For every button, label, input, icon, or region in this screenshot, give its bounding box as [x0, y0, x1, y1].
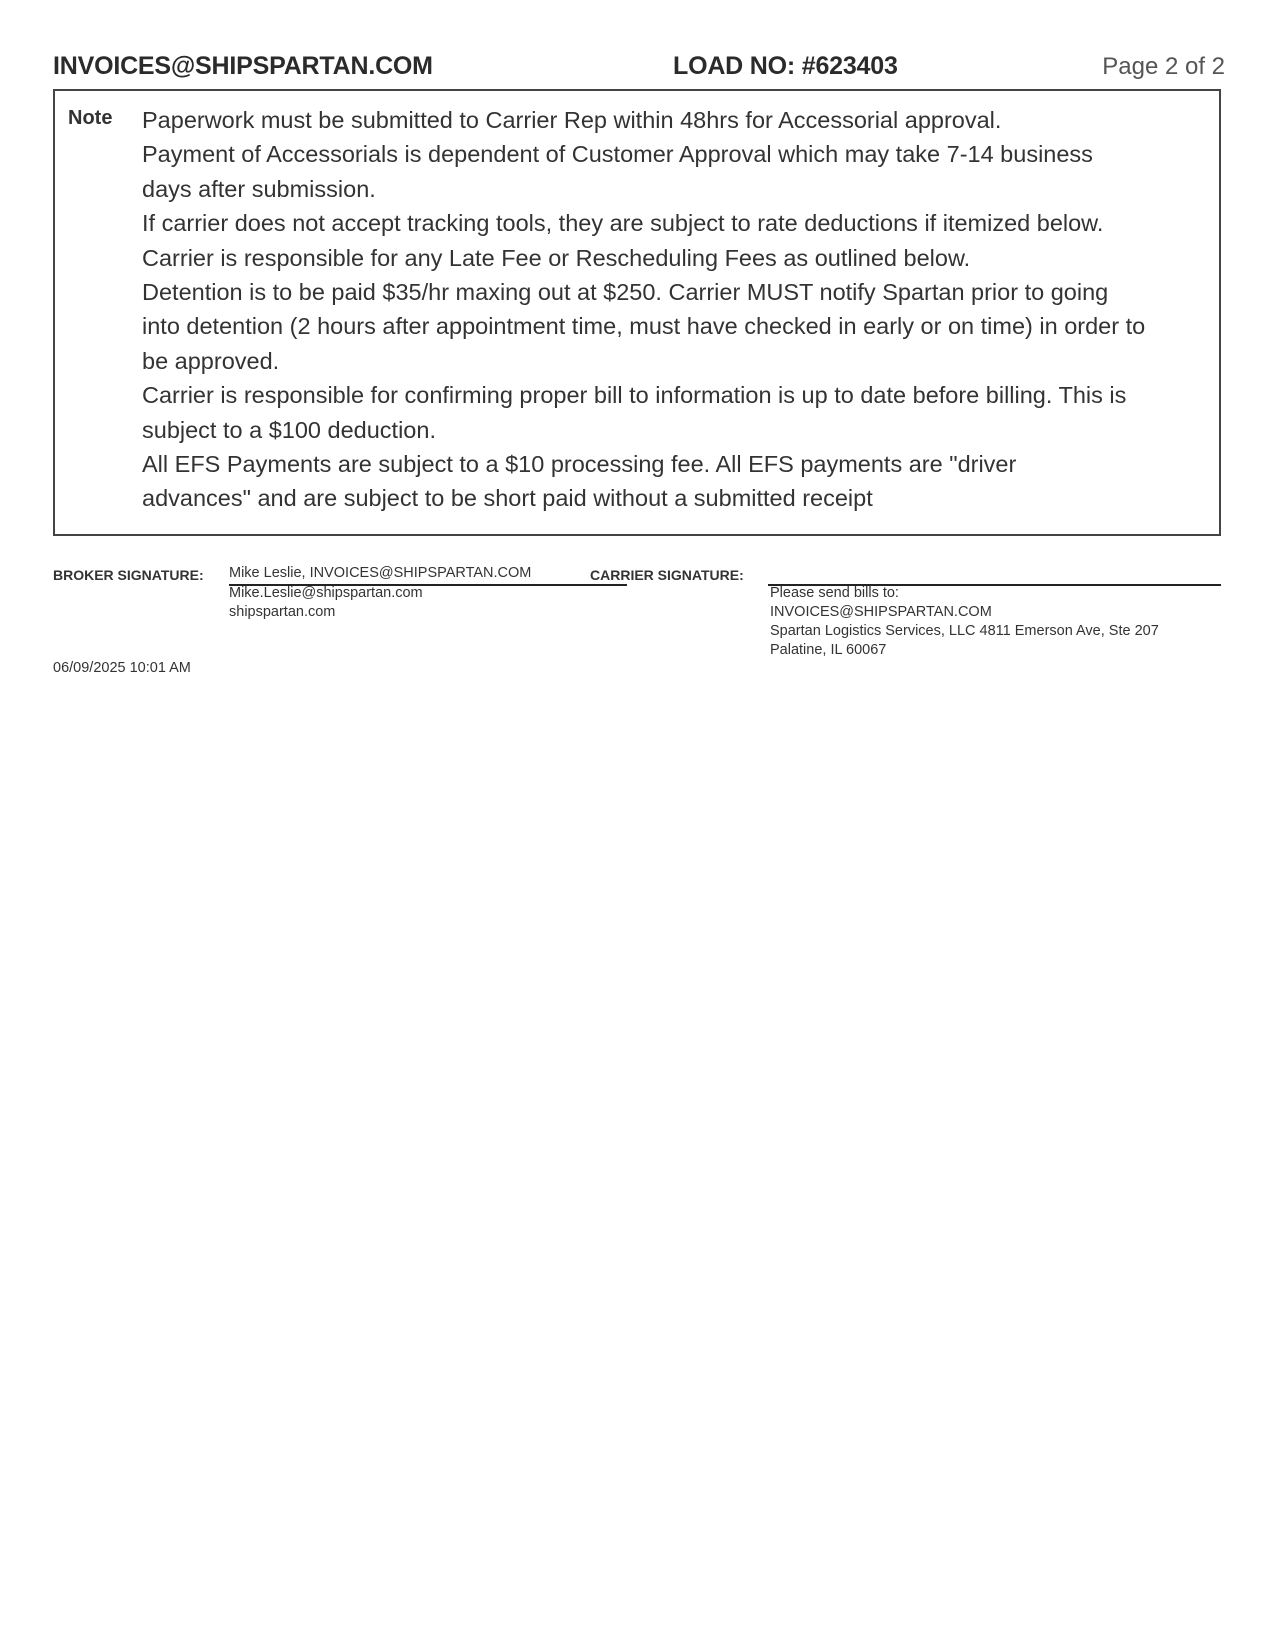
- note-line: Carrier is responsible for any Late Fee or Rescheduling Fees as outlined below.: [142, 244, 971, 271]
- broker-signature-website: shipspartan.com: [229, 604, 336, 620]
- broker-signature-name: Mike Leslie, INVOICES@SHIPSPARTAN.COM: [229, 565, 532, 581]
- note-line: be approved.: [142, 347, 280, 374]
- send-bills-email: INVOICES@SHIPSPARTAN.COM: [770, 604, 992, 620]
- print-timestamp: 06/09/2025 10:01 AM: [53, 660, 191, 676]
- note-line: Payment of Accessorials is dependent of Customer Approval which may take 7-14 business: [142, 141, 1093, 168]
- note-text: [142, 103, 1214, 516]
- send-bills-label: Please send bills to:: [770, 585, 899, 601]
- note-line: All EFS Payments are subject to a $10 processing fee. All EFS payments are "driver: [142, 451, 1017, 478]
- broker-signature-label: BROKER SIGNATURE:: [53, 567, 204, 583]
- send-bills-address-line1: Spartan Logistics Services, LLC 4811 Emerson Ave, Ste 207: [770, 623, 1159, 639]
- note-line: Carrier is responsible for confirming proper bill to information is up to date before billing. This is: [142, 382, 1127, 409]
- carrier-signature-label: CARRIER SIGNATURE:: [590, 567, 744, 583]
- header-page-number: Page 2 of 2: [1102, 53, 1225, 80]
- page-header: [53, 50, 1225, 86]
- note-line: into detention (2 hours after appointment time, must have checked in early or on time) in order to: [142, 313, 1146, 340]
- note-line: days after submission.: [142, 175, 376, 202]
- note-line: Detention is to be paid $35/hr maxing out at $250. Carrier MUST notify Spartan prior to going: [142, 279, 1109, 306]
- header-invoice-email: INVOICES@SHIPSPARTAN.COM: [53, 52, 433, 80]
- note-line: If carrier does not accept tracking tools, they are subject to rate deductions if itemized below.: [142, 210, 1104, 237]
- note-line: subject to a $100 deduction.: [142, 416, 436, 443]
- send-bills-address-line2: Palatine, IL 60067: [770, 642, 887, 658]
- signature-section: [53, 564, 1225, 684]
- note-line: Paperwork must be submitted to Carrier Rep within 48hrs for Accessorial approval.: [142, 107, 1002, 133]
- header-load-number: LOAD NO: #623403: [673, 52, 898, 80]
- note-label: Note: [68, 107, 113, 129]
- note-line: advances" and are subject to be short paid without a submitted receipt: [142, 485, 873, 512]
- broker-signature-email: Mike.Leslie@shipspartan.com: [229, 585, 423, 601]
- note-box: [53, 89, 1221, 536]
